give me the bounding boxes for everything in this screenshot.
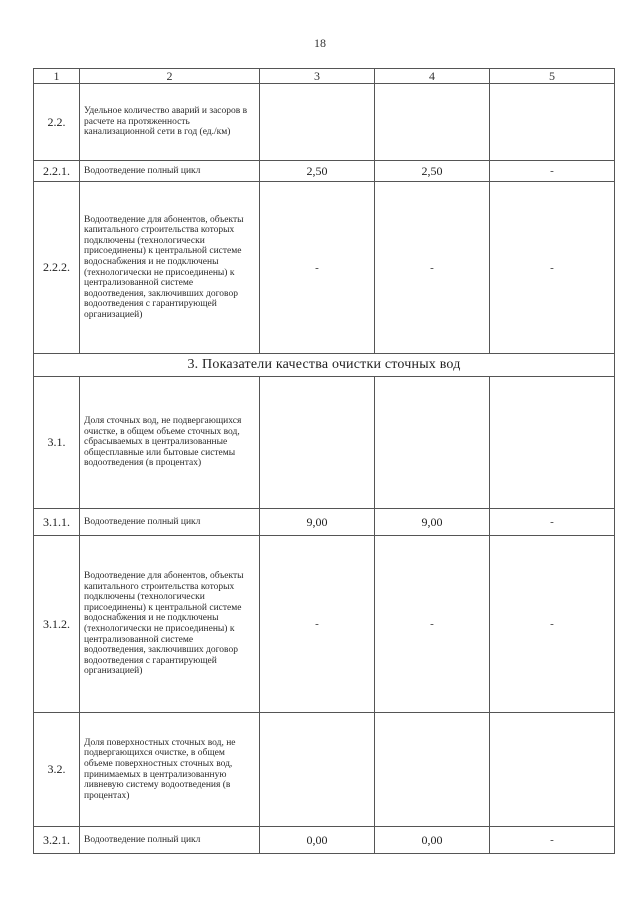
indicator-description: Водоотведение полный цикл — [80, 827, 260, 854]
value-cell-5: - — [490, 182, 615, 354]
table-row-3-2 — [34, 713, 615, 827]
value-cell-4: - — [375, 536, 490, 713]
section-3-heading-row — [34, 354, 615, 377]
value-cell-4 — [375, 377, 490, 509]
value-cell-3: 9,00 — [260, 509, 375, 536]
value-cell-5: - — [490, 536, 615, 713]
indicator-description: Доля поверхностных сточных вод, не подвергающихся очистке, в общем объеме поверхностных сточных вод, принимаемых в централизованную ливневую систему водоотведения (в процентах) — [80, 713, 260, 827]
value-cell-5: - — [490, 827, 615, 854]
value-cell-3 — [260, 84, 375, 161]
value-cell-4: 2,50 — [375, 161, 490, 182]
value-cell-4: - — [375, 182, 490, 354]
indicator-description: Удельное количество аварий и засоров в расчете на протяженность канализационной сети в год (ед./км) — [80, 84, 260, 161]
value-cell-3: 0,00 — [260, 827, 375, 854]
row-number: 3.1. — [34, 377, 80, 509]
value-cell-5: - — [490, 161, 615, 182]
indicator-description: Водоотведение полный цикл — [80, 509, 260, 536]
row-number: 2.2.1. — [34, 161, 80, 182]
row-number: 2.2. — [34, 84, 80, 161]
section-title: 3. Показатели качества очистки сточных вод — [34, 354, 615, 377]
value-cell-4 — [375, 713, 490, 827]
indicator-description: Водоотведение для абонентов, объекты капитального строительства которых подключены (технологически присоединены) к центральной системе водоснабжения и не подключены (технологически не присоединены) к централизованной системе водоотведения, заключивших договор водоотведения с гарантирующей организацией) — [80, 536, 260, 713]
indicator-description: Доля сточных вод, не подвергающихся очистке, в общем объеме сточных вод, сбрасываемых в централизованные общесплавные или бытовые системы водоотведения (в процентах) — [80, 377, 260, 509]
column-number-1: 1 — [34, 69, 80, 84]
value-cell-4: 0,00 — [375, 827, 490, 854]
table-row-3-1 — [34, 377, 615, 509]
value-cell-3 — [260, 713, 375, 827]
indicators-table — [33, 68, 615, 854]
page-number: 18 — [314, 36, 326, 50]
column-number-5: 5 — [490, 69, 615, 84]
indicator-description: Водоотведение для абонентов, объекты капитального строительства которых подключены (технологически присоединены) к центральной системе водоснабжения и не подключены (технологически не присоединены) к централизованной системе водоотведения, заключивших договор водоотведения с гарантирующей организацией) — [80, 182, 260, 354]
value-cell-5 — [490, 713, 615, 827]
value-cell-3: - — [260, 182, 375, 354]
column-number-row — [34, 69, 615, 84]
table-row-2-2-2 — [34, 182, 615, 354]
value-cell-3 — [260, 377, 375, 509]
row-number: 3.2.1. — [34, 827, 80, 854]
value-cell-3: 2,50 — [260, 161, 375, 182]
row-number: 2.2.2. — [34, 182, 80, 354]
indicator-description: Водоотведение полный цикл — [80, 161, 260, 182]
column-number-4: 4 — [375, 69, 490, 84]
table-row-3-1-1 — [34, 509, 615, 536]
value-cell-5: - — [490, 509, 615, 536]
column-number-2: 2 — [80, 69, 260, 84]
value-cell-4: 9,00 — [375, 509, 490, 536]
table-row-2-2 — [34, 84, 615, 161]
table-row-2-2-1 — [34, 161, 615, 182]
value-cell-5 — [490, 84, 615, 161]
table-row-3-2-1 — [34, 827, 615, 854]
row-number: 3.1.2. — [34, 536, 80, 713]
value-cell-3: - — [260, 536, 375, 713]
column-number-3: 3 — [260, 69, 375, 84]
value-cell-5 — [490, 377, 615, 509]
row-number: 3.1.1. — [34, 509, 80, 536]
row-number: 3.2. — [34, 713, 80, 827]
value-cell-4 — [375, 84, 490, 161]
table-row-3-1-2 — [34, 536, 615, 713]
